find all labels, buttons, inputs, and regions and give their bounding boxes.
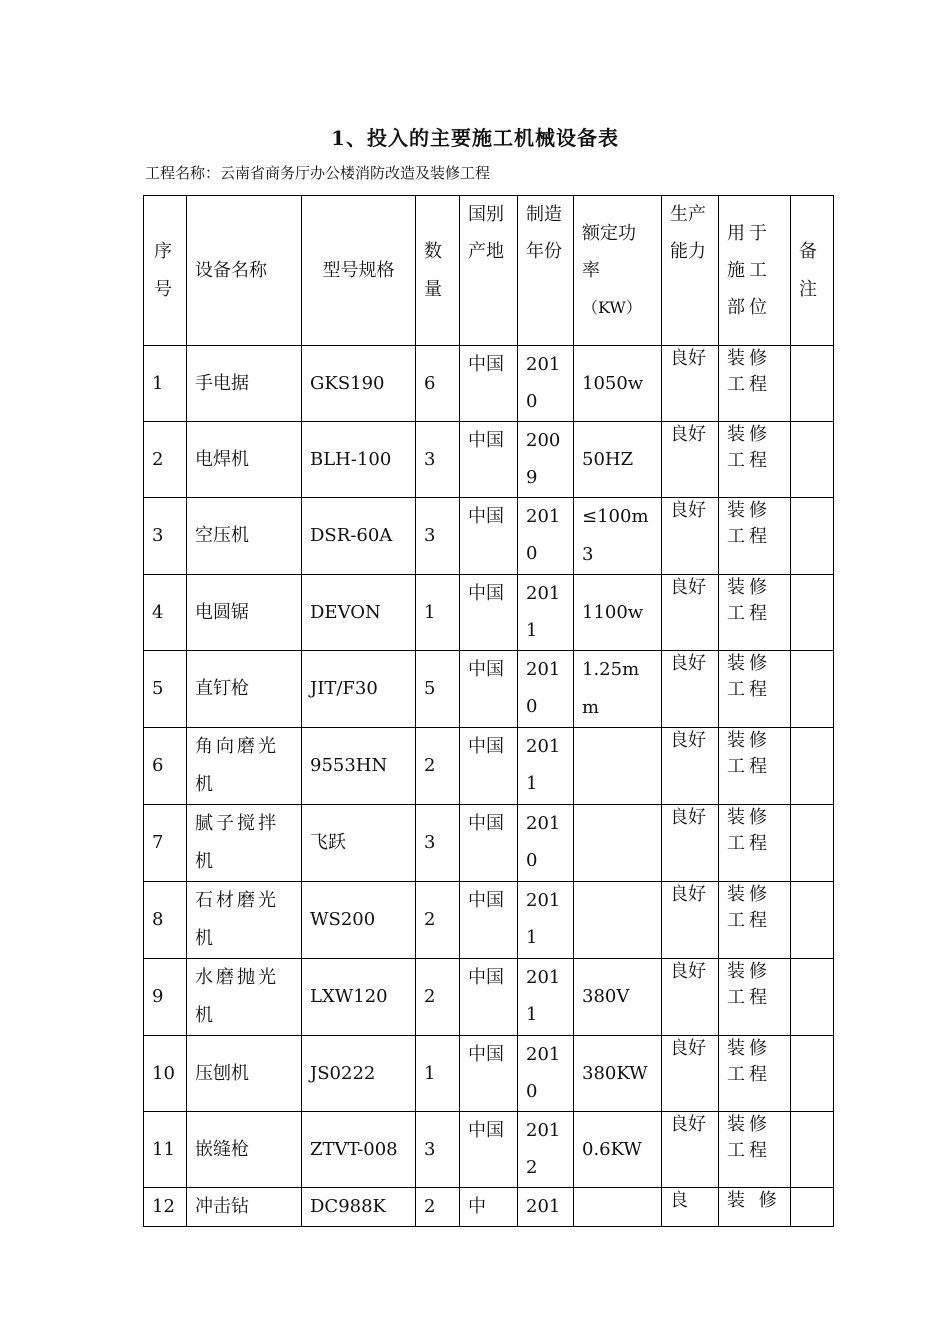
table-row [144, 1036, 834, 1112]
cell-remark [791, 1036, 834, 1112]
cell-usage: 装修工程 [719, 728, 791, 805]
table-row [144, 1188, 834, 1227]
cell-name: 压刨机 [187, 1036, 302, 1112]
cell-capacity: 良好 [662, 1036, 719, 1112]
cell-remark [791, 498, 834, 575]
table-row [144, 728, 834, 805]
cell-power: 50HZ [574, 422, 662, 498]
cell-model: ZTVT-008 [302, 1112, 416, 1188]
cell-remark [791, 422, 834, 498]
cell-name: 空压机 [187, 498, 302, 575]
cell-name: 水磨抛光机 [187, 959, 302, 1036]
cell-power: ≤100m3 [574, 498, 662, 575]
cell-origin: 中国 [460, 575, 518, 651]
cell-year: 201 [518, 1188, 574, 1227]
table-row [144, 882, 834, 959]
cell-model: GKS190 [302, 346, 416, 422]
header-power [574, 196, 662, 346]
cell-remark [791, 959, 834, 1036]
header-remark: 备注 [791, 196, 834, 346]
cell-qty: 1 [416, 575, 460, 651]
cell-power [574, 728, 662, 805]
cell-qty: 3 [416, 805, 460, 882]
cell-remark [791, 728, 834, 805]
cell-power: 380KW [574, 1036, 662, 1112]
cell-power [574, 1188, 662, 1227]
cell-capacity: 良好 [662, 651, 719, 728]
cell-model: JS0222 [302, 1036, 416, 1112]
header-usage: 用于施工部位 [719, 196, 791, 346]
cell-name: 电圆锯 [187, 575, 302, 651]
cell-qty: 6 [416, 346, 460, 422]
cell-capacity: 良好 [662, 882, 719, 959]
cell-remark [791, 346, 834, 422]
cell-usage: 装 修 [719, 1188, 791, 1227]
cell-usage: 装修工程 [719, 651, 791, 728]
cell-capacity: 良好 [662, 1112, 719, 1188]
cell-power: 0.6KW [574, 1112, 662, 1188]
header-capacity: 生产能力 [662, 196, 719, 346]
cell-remark [791, 651, 834, 728]
cell-usage: 装修工程 [719, 1036, 791, 1112]
cell-power: 1050w [574, 346, 662, 422]
table-row [144, 805, 834, 882]
cell-usage: 装修工程 [719, 346, 791, 422]
header-power-unit: （KW） [582, 298, 642, 317]
cell-seq: 2 [144, 422, 187, 498]
cell-year: 2010 [518, 651, 574, 728]
cell-year: 2010 [518, 805, 574, 882]
cell-origin: 中国 [460, 1036, 518, 1112]
cell-model: BLH-100 [302, 422, 416, 498]
cell-origin: 中 [460, 1188, 518, 1227]
page-title: 1、投入的主要施工机械设备表 [331, 126, 619, 150]
table-row [144, 651, 834, 728]
cell-model: DSR-60A [302, 498, 416, 575]
cell-model: DEVON [302, 575, 416, 651]
cell-model: WS200 [302, 882, 416, 959]
cell-qty: 3 [416, 422, 460, 498]
cell-name: 冲击钻 [187, 1188, 302, 1227]
cell-remark [791, 1112, 834, 1188]
cell-qty: 2 [416, 882, 460, 959]
header-origin: 国别产地 [460, 196, 518, 346]
cell-qty: 2 [416, 1188, 460, 1227]
cell-seq: 3 [144, 498, 187, 575]
cell-seq: 9 [144, 959, 187, 1036]
cell-name: 嵌缝枪 [187, 1112, 302, 1188]
table-row [144, 959, 834, 1036]
cell-usage: 装修工程 [719, 575, 791, 651]
cell-origin: 中国 [460, 882, 518, 959]
table-row [144, 346, 834, 422]
table-row [144, 498, 834, 575]
table-row [144, 575, 834, 651]
cell-origin: 中国 [460, 805, 518, 882]
cell-model: DC988K [302, 1188, 416, 1227]
cell-name: 电焊机 [187, 422, 302, 498]
cell-remark [791, 575, 834, 651]
cell-qty: 1 [416, 1036, 460, 1112]
header-seq: 序号 [144, 196, 187, 346]
cell-usage: 装修工程 [719, 805, 791, 882]
cell-year: 2012 [518, 1112, 574, 1188]
cell-remark [791, 1188, 834, 1227]
header-model: 型号规格 [302, 196, 416, 346]
cell-model: LXW120 [302, 959, 416, 1036]
header-qty: 数量 [416, 196, 460, 346]
cell-qty: 5 [416, 651, 460, 728]
cell-remark [791, 882, 834, 959]
cell-power [574, 805, 662, 882]
cell-usage: 装修工程 [719, 1112, 791, 1188]
cell-seq: 4 [144, 575, 187, 651]
cell-capacity: 良好 [662, 959, 719, 1036]
cell-origin: 中国 [460, 728, 518, 805]
cell-year: 2011 [518, 882, 574, 959]
cell-year: 2010 [518, 1036, 574, 1112]
project-name-line: 工程名称：云南省商务厅办公楼消防改造及装修工程 [145, 164, 491, 182]
cell-name: 角向磨光机 [187, 728, 302, 805]
cell-origin: 中国 [460, 959, 518, 1036]
cell-power: 1100w [574, 575, 662, 651]
table-header-row [144, 196, 834, 346]
cell-model: JIT/F30 [302, 651, 416, 728]
cell-capacity: 良好 [662, 346, 719, 422]
cell-qty: 3 [416, 498, 460, 575]
cell-name: 腻子搅拌机 [187, 805, 302, 882]
header-name: 设备名称 [187, 196, 302, 346]
cell-model: 9553HN [302, 728, 416, 805]
cell-seq: 1 [144, 346, 187, 422]
cell-model: 飞跃 [302, 805, 416, 882]
cell-year: 2011 [518, 575, 574, 651]
cell-capacity: 良 [662, 1188, 719, 1227]
cell-origin: 中国 [460, 498, 518, 575]
cell-seq: 8 [144, 882, 187, 959]
cell-seq: 7 [144, 805, 187, 882]
cell-seq: 12 [144, 1188, 187, 1227]
cell-seq: 11 [144, 1112, 187, 1188]
cell-origin: 中国 [460, 346, 518, 422]
cell-power: 380V [574, 959, 662, 1036]
cell-origin: 中国 [460, 422, 518, 498]
cell-year: 2011 [518, 728, 574, 805]
cell-usage: 装修工程 [719, 959, 791, 1036]
cell-power [574, 882, 662, 959]
cell-seq: 5 [144, 651, 187, 728]
header-year: 制造年份 [518, 196, 574, 346]
cell-origin: 中国 [460, 651, 518, 728]
cell-qty: 2 [416, 728, 460, 805]
cell-remark [791, 805, 834, 882]
cell-name: 石材磨光机 [187, 882, 302, 959]
table-row [144, 422, 834, 498]
table-row [144, 1112, 834, 1188]
cell-name: 直钉枪 [187, 651, 302, 728]
cell-capacity: 良好 [662, 805, 719, 882]
cell-origin: 中国 [460, 1112, 518, 1188]
cell-seq: 10 [144, 1036, 187, 1112]
cell-name: 手电据 [187, 346, 302, 422]
cell-capacity: 良好 [662, 498, 719, 575]
cell-power: 1.25mm [574, 651, 662, 728]
cell-usage: 装修工程 [719, 882, 791, 959]
table-body [144, 346, 834, 1227]
cell-usage: 装修工程 [719, 498, 791, 575]
cell-year: 2010 [518, 346, 574, 422]
equipment-table [143, 195, 834, 1227]
cell-qty: 3 [416, 1112, 460, 1188]
cell-seq: 6 [144, 728, 187, 805]
cell-year: 2010 [518, 498, 574, 575]
cell-capacity: 良好 [662, 575, 719, 651]
cell-year: 2011 [518, 959, 574, 1036]
header-power-label: 额定功率 [582, 223, 636, 281]
cell-capacity: 良好 [662, 728, 719, 805]
cell-qty: 2 [416, 959, 460, 1036]
cell-usage: 装修工程 [719, 422, 791, 498]
cell-capacity: 良好 [662, 422, 719, 498]
cell-year: 2009 [518, 422, 574, 498]
